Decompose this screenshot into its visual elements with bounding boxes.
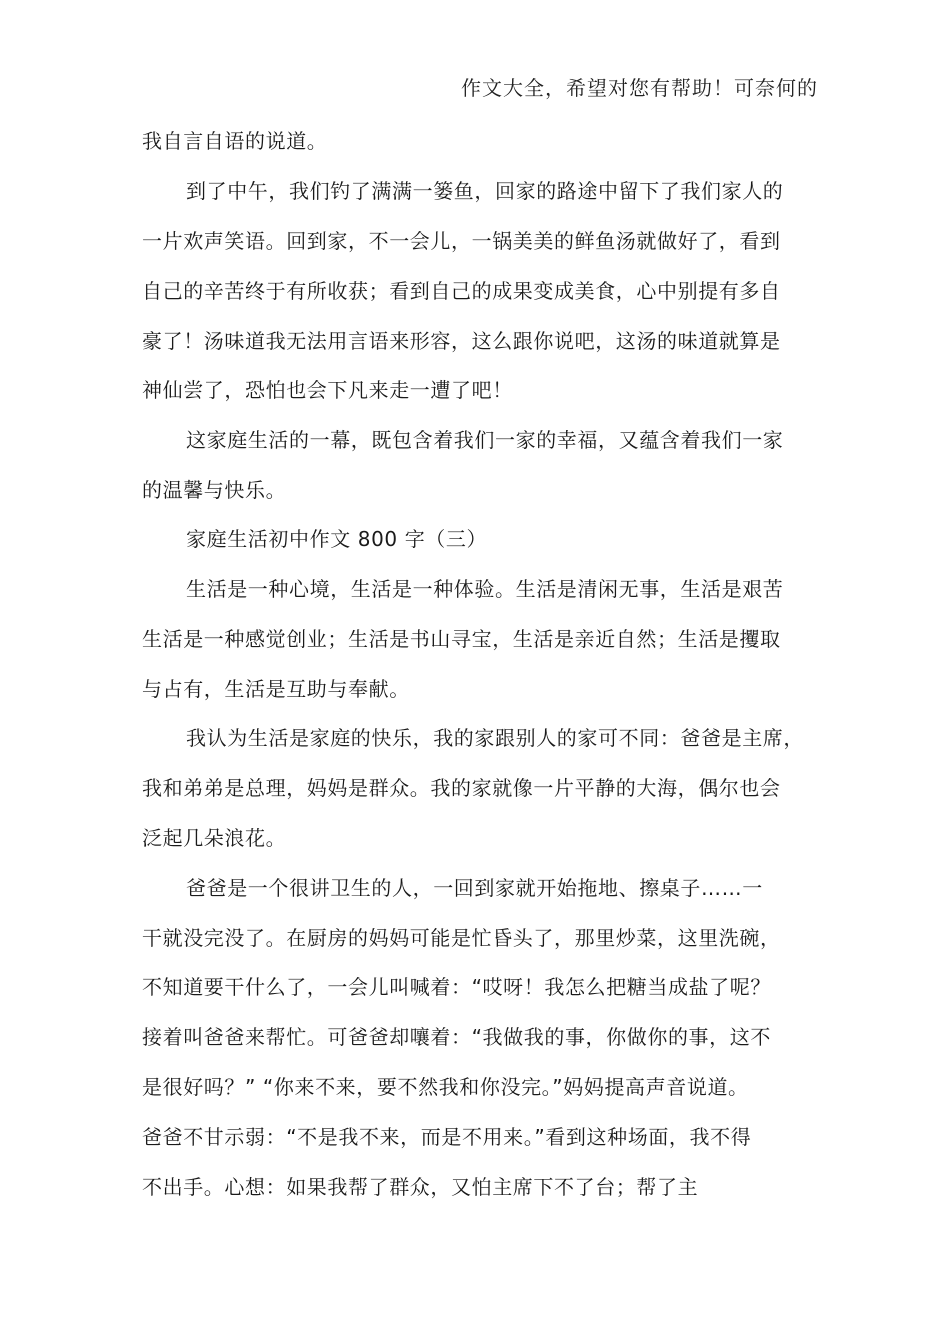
text-line: 豪了！汤味道我无法用言语来形容，这么跟你说吧，这汤的味道就算是 <box>142 329 781 353</box>
header-tail-text: 可奈何的 <box>734 76 818 100</box>
text-line: 这家庭生活的一幕，既包含着我们一家的幸福，又蕴含着我们一家 <box>186 428 784 452</box>
text-line: 我自言自语的说道。 <box>142 129 328 153</box>
text-line: 不知道要干什么了，一会儿叫喊着：“哎呀！我怎么把糖当成盐了呢？ <box>142 975 771 999</box>
text-line: 自己的辛苦终于有所收获；看到自己的成果变成美食，心中别提有多自 <box>142 279 781 303</box>
page-header <box>461 72 818 101</box>
header-text: 作文大全，希望对您有帮助！ <box>461 76 734 100</box>
text-line: 生活是一种心境，生活是一种体验。生活是清闲无事，生活是艰苦 <box>186 577 784 601</box>
text-line: 到了中午，我们钓了满满一篓鱼，回家的路途中留下了我们家人的 <box>186 179 784 203</box>
text-line: 泛起几朵浪花。 <box>142 826 287 850</box>
text-line: 爸爸是一个很讲卫生的人，一回到家就开始拖地、擦桌子……一 <box>186 876 763 900</box>
text-line: 不出手。心想：如果我帮了群众，又怕主席下不了台；帮了主 <box>142 1175 699 1199</box>
text-line: 是很好吗？” “你来不来，要不然我和你没完。”妈妈提高声音说道。 <box>142 1075 749 1099</box>
text-line: 的温馨与快乐。 <box>142 478 287 502</box>
text-line: 一片欢声笑语。回到家，不一会儿，一锅美美的鲜鱼汤就做好了，看到 <box>142 229 781 253</box>
text-line: 与占有，生活是互助与奉献。 <box>142 677 410 701</box>
text-line: 我和弟弟是总理，妈妈是群众。我的家就像一片平静的大海，偶尔也会 <box>142 776 781 800</box>
text-line: 干就没完没了。在厨房的妈妈可能是忙昏头了，那里炒菜，这里洗碗， <box>142 926 781 950</box>
text-line: 神仙尝了，恐怕也会下凡来走一遭了吧！ <box>142 378 513 402</box>
text-line: 爸爸不甘示弱：“不是我不来，而是不用来。”看到这种场面，我不得 <box>142 1125 752 1149</box>
section-heading: 家庭生活初中作文 800 字（三） <box>186 527 488 551</box>
text-line: 生活是一种感觉创业；生活是书山寻宝，生活是亲近自然；生活是攫取 <box>142 627 781 651</box>
text-line: 我认为生活是家庭的快乐，我的家跟别人的家可不同：爸爸是主席， <box>186 726 804 750</box>
text-line: 接着叫爸爸来帮忙。可爸爸却嚷着：“我做我的事，你做你的事，这不 <box>142 1025 771 1049</box>
